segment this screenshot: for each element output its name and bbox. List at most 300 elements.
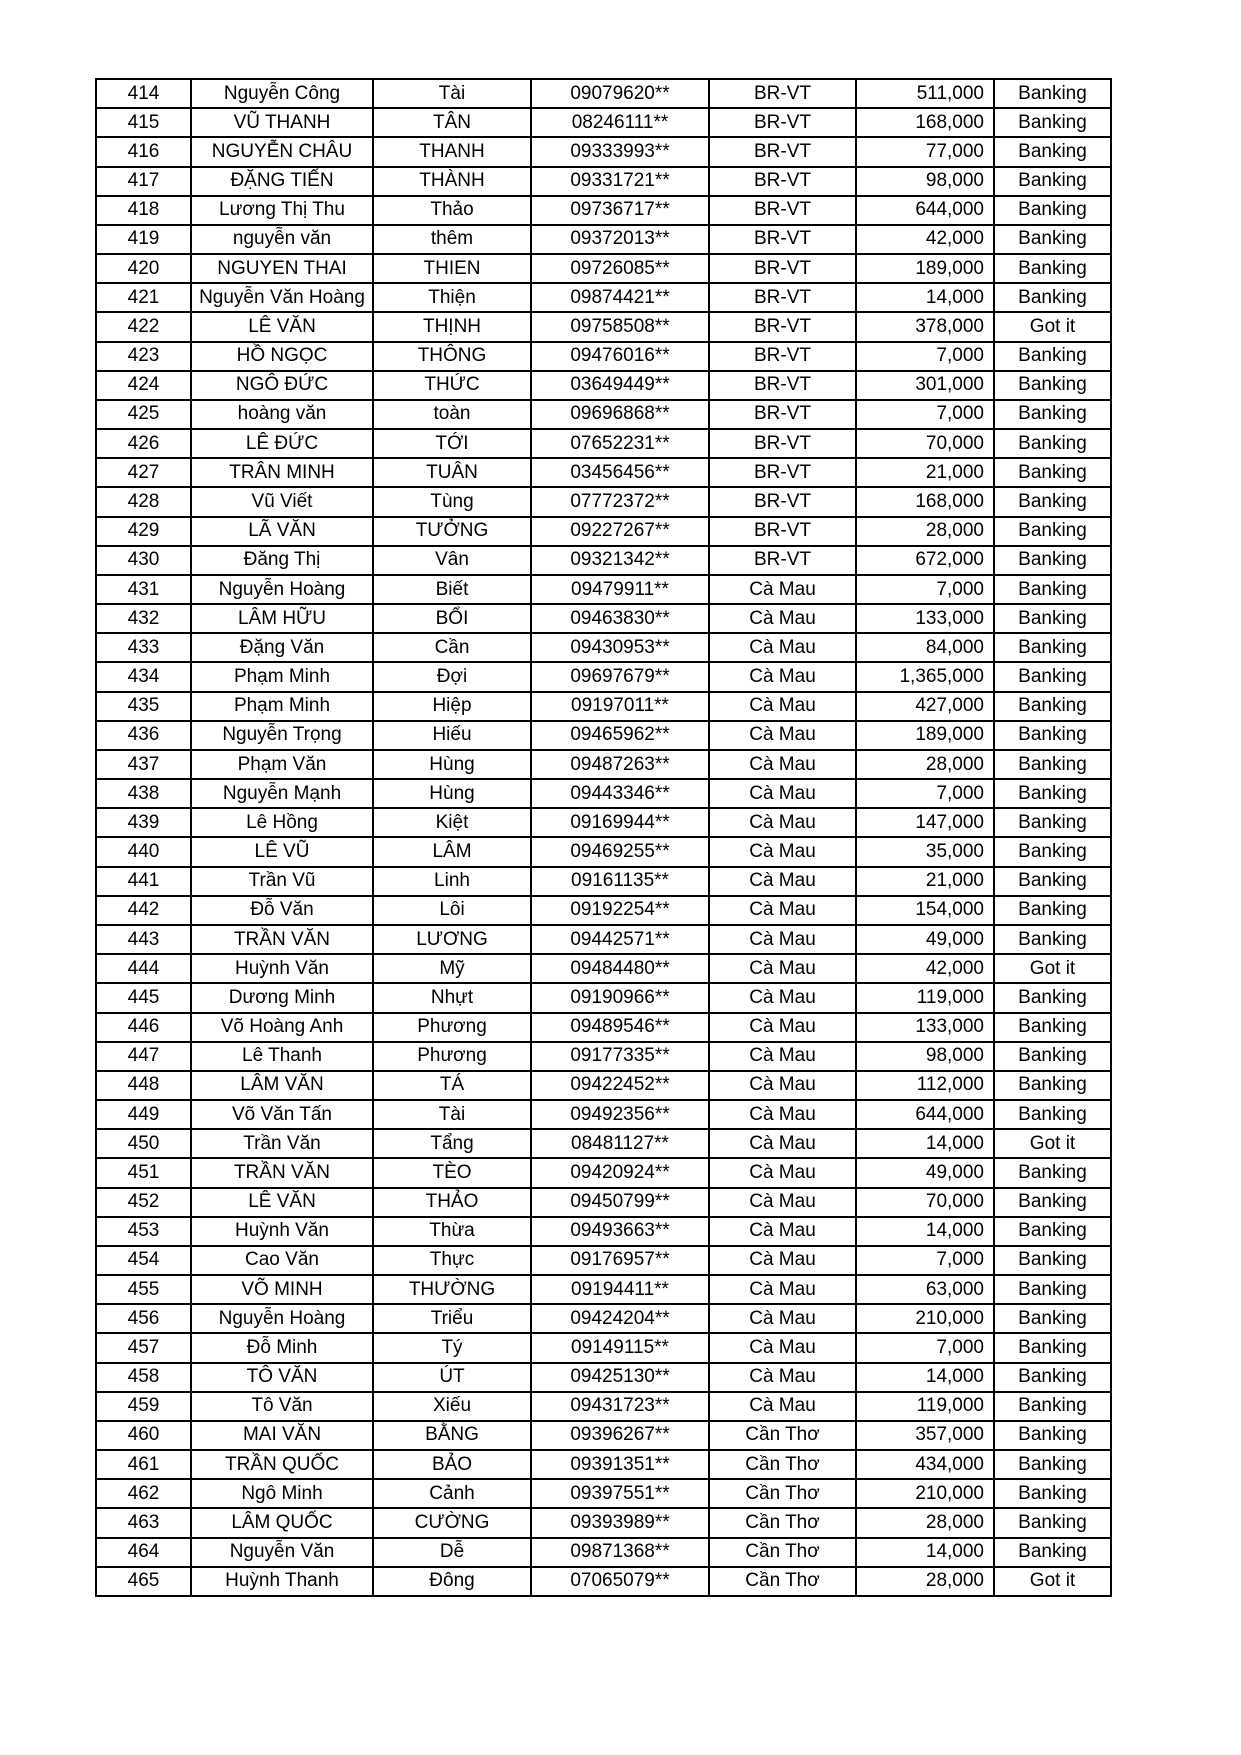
cell-amount: 77,000 <box>856 137 994 166</box>
table-row <box>96 1129 1111 1158</box>
cell-status: Banking <box>994 108 1111 137</box>
cell-phone: 09726085** <box>531 254 709 283</box>
cell-province: BR-VT <box>709 137 856 166</box>
table-row <box>96 633 1111 662</box>
cell-status: Banking <box>994 546 1111 575</box>
cell-amount: 427,000 <box>856 692 994 721</box>
table-row <box>96 312 1111 341</box>
cell-province: BR-VT <box>709 196 856 225</box>
cell-phone: 09079620** <box>531 79 709 108</box>
cell-last-name: Tý <box>373 1333 531 1362</box>
table-row <box>96 1567 1111 1596</box>
cell-province: Cà Mau <box>709 575 856 604</box>
cell-first-name: VŨ THANH <box>191 108 373 137</box>
cell-phone: 09194411** <box>531 1275 709 1304</box>
table-row <box>96 167 1111 196</box>
cell-first-name: Lê Hồng <box>191 808 373 837</box>
cell-amount: 49,000 <box>856 925 994 954</box>
cell-last-name: Tài <box>373 79 531 108</box>
cell-first-name: NGUYỄN CHÂU <box>191 137 373 166</box>
cell-first-name: MAI VĂN <box>191 1421 373 1450</box>
cell-status: Banking <box>994 429 1111 458</box>
cell-phone: 09696868** <box>531 400 709 429</box>
cell-status: Banking <box>994 1188 1111 1217</box>
cell-first-name: Nguyễn Mạnh <box>191 779 373 808</box>
cell-phone: 09397551** <box>531 1479 709 1508</box>
cell-first-name: Dương Minh <box>191 983 373 1012</box>
cell-first-name: Phạm Minh <box>191 692 373 721</box>
cell-phone: 09492356** <box>531 1100 709 1129</box>
cell-no: 437 <box>96 750 191 779</box>
cell-province: BR-VT <box>709 371 856 400</box>
cell-amount: 70,000 <box>856 1188 994 1217</box>
table-row <box>96 400 1111 429</box>
cell-phone: 09469255** <box>531 837 709 866</box>
cell-province: BR-VT <box>709 283 856 312</box>
cell-last-name: TƯỞNG <box>373 517 531 546</box>
cell-phone: 09430953** <box>531 633 709 662</box>
cell-first-name: Tô Văn <box>191 1392 373 1421</box>
cell-last-name: THẢO <box>373 1188 531 1217</box>
cell-status: Banking <box>994 167 1111 196</box>
cell-amount: 14,000 <box>856 1129 994 1158</box>
cell-phone: 09372013** <box>531 225 709 254</box>
cell-last-name: Biết <box>373 575 531 604</box>
cell-last-name: Tùng <box>373 487 531 516</box>
cell-province: Cần Thơ <box>709 1538 856 1567</box>
table-row <box>96 662 1111 691</box>
cell-no: 464 <box>96 1538 191 1567</box>
cell-no: 441 <box>96 867 191 896</box>
cell-last-name: Cần <box>373 633 531 662</box>
cell-status: Banking <box>994 1246 1111 1275</box>
cell-last-name: BẢO <box>373 1450 531 1479</box>
cell-last-name: Hùng <box>373 750 531 779</box>
cell-amount: 14,000 <box>856 1363 994 1392</box>
cell-first-name: Nguyễn Văn <box>191 1538 373 1567</box>
cell-province: Cà Mau <box>709 1100 856 1129</box>
cell-phone: 08481127** <box>531 1129 709 1158</box>
cell-last-name: Phương <box>373 1042 531 1071</box>
cell-phone: 09161135** <box>531 867 709 896</box>
cell-phone: 03456456** <box>531 458 709 487</box>
cell-phone: 09391351** <box>531 1450 709 1479</box>
cell-status: Got it <box>994 954 1111 983</box>
cell-first-name: Nguyễn Trọng <box>191 721 373 750</box>
cell-phone: 09333993** <box>531 137 709 166</box>
cell-amount: 84,000 <box>856 633 994 662</box>
cell-status: Banking <box>994 400 1111 429</box>
cell-status: Got it <box>994 1567 1111 1596</box>
cell-no: 415 <box>96 108 191 137</box>
cell-last-name: Thảo <box>373 196 531 225</box>
cell-amount: 98,000 <box>856 1042 994 1071</box>
cell-first-name: LÊ VĂN <box>191 1188 373 1217</box>
cell-phone: 09331721** <box>531 167 709 196</box>
cell-amount: 7,000 <box>856 1333 994 1362</box>
cell-no: 455 <box>96 1275 191 1304</box>
cell-province: Cà Mau <box>709 954 856 983</box>
cell-no: 418 <box>96 196 191 225</box>
table-row <box>96 1450 1111 1479</box>
table-row <box>96 1188 1111 1217</box>
cell-no: 453 <box>96 1217 191 1246</box>
table-row <box>96 954 1111 983</box>
cell-no: 430 <box>96 546 191 575</box>
cell-last-name: TÈO <box>373 1158 531 1187</box>
cell-no: 422 <box>96 312 191 341</box>
cell-no: 446 <box>96 1013 191 1042</box>
cell-phone: 09465962** <box>531 721 709 750</box>
cell-first-name: LÊ VĂN <box>191 312 373 341</box>
cell-amount: 49,000 <box>856 1158 994 1187</box>
cell-no: 428 <box>96 487 191 516</box>
cell-no: 419 <box>96 225 191 254</box>
cell-first-name: Trần Văn <box>191 1129 373 1158</box>
cell-no: 423 <box>96 342 191 371</box>
cell-last-name: BẰNG <box>373 1421 531 1450</box>
cell-no: 431 <box>96 575 191 604</box>
cell-first-name: TRÂN MINH <box>191 458 373 487</box>
cell-province: Cà Mau <box>709 808 856 837</box>
cell-no: 454 <box>96 1246 191 1275</box>
cell-first-name: LÂM VĂN <box>191 1071 373 1100</box>
cell-first-name: Đỗ Minh <box>191 1333 373 1362</box>
cell-phone: 07772372** <box>531 487 709 516</box>
cell-amount: 42,000 <box>856 954 994 983</box>
cell-no: 440 <box>96 837 191 866</box>
cell-phone: 09443346** <box>531 779 709 808</box>
cell-last-name: Thực <box>373 1246 531 1275</box>
cell-no: 426 <box>96 429 191 458</box>
cell-phone: 09393989** <box>531 1508 709 1537</box>
cell-phone: 09321342** <box>531 546 709 575</box>
cell-last-name: CƯỜNG <box>373 1508 531 1537</box>
cell-first-name: Nguyễn Công <box>191 79 373 108</box>
table-row <box>96 487 1111 516</box>
cell-province: Cần Thơ <box>709 1479 856 1508</box>
cell-status: Banking <box>994 517 1111 546</box>
cell-first-name: Vũ Viết <box>191 487 373 516</box>
cell-first-name: TÔ VĂN <box>191 1363 373 1392</box>
cell-first-name: NGÔ ĐỨC <box>191 371 373 400</box>
cell-amount: 154,000 <box>856 896 994 925</box>
cell-province: Cà Mau <box>709 779 856 808</box>
table-row <box>96 1071 1111 1100</box>
cell-first-name: TRẦN VĂN <box>191 1158 373 1187</box>
cell-amount: 21,000 <box>856 867 994 896</box>
table-row <box>96 1392 1111 1421</box>
cell-last-name: THỨC <box>373 371 531 400</box>
cell-last-name: toàn <box>373 400 531 429</box>
cell-last-name: Phương <box>373 1013 531 1042</box>
cell-first-name: Nguyễn Hoàng <box>191 575 373 604</box>
cell-province: Cà Mau <box>709 633 856 662</box>
cell-status: Banking <box>994 458 1111 487</box>
table-row <box>96 779 1111 808</box>
cell-status: Banking <box>994 721 1111 750</box>
cell-first-name: Phạm Văn <box>191 750 373 779</box>
cell-amount: 147,000 <box>856 808 994 837</box>
cell-phone: 07065079** <box>531 1567 709 1596</box>
cell-phone: 09736717** <box>531 196 709 225</box>
cell-status: Banking <box>994 808 1111 837</box>
cell-no: 434 <box>96 662 191 691</box>
cell-last-name: THANH <box>373 137 531 166</box>
cell-no: 452 <box>96 1188 191 1217</box>
cell-status: Banking <box>994 196 1111 225</box>
cell-first-name: HỒ NGỌC <box>191 342 373 371</box>
table-row <box>96 721 1111 750</box>
cell-amount: 14,000 <box>856 1217 994 1246</box>
cell-status: Banking <box>994 79 1111 108</box>
cell-province: Cần Thơ <box>709 1450 856 1479</box>
table-row <box>96 575 1111 604</box>
cell-no: 425 <box>96 400 191 429</box>
cell-status: Banking <box>994 867 1111 896</box>
cell-phone: 09425130** <box>531 1363 709 1392</box>
cell-amount: 28,000 <box>856 750 994 779</box>
table-row <box>96 546 1111 575</box>
cell-no: 436 <box>96 721 191 750</box>
cell-province: Cà Mau <box>709 867 856 896</box>
cell-amount: 7,000 <box>856 779 994 808</box>
cell-province: Cà Mau <box>709 1013 856 1042</box>
cell-status: Banking <box>994 1421 1111 1450</box>
table-row <box>96 867 1111 896</box>
table-row <box>96 1304 1111 1333</box>
cell-no: 442 <box>96 896 191 925</box>
table-row <box>96 925 1111 954</box>
cell-last-name: Lôi <box>373 896 531 925</box>
cell-first-name: Võ Hoàng Anh <box>191 1013 373 1042</box>
cell-first-name: nguyễn văn <box>191 225 373 254</box>
cell-last-name: Dễ <box>373 1538 531 1567</box>
cell-amount: 63,000 <box>856 1275 994 1304</box>
cell-province: BR-VT <box>709 108 856 137</box>
table-body <box>96 79 1111 1596</box>
table-row <box>96 1275 1111 1304</box>
cell-amount: 112,000 <box>856 1071 994 1100</box>
cell-status: Banking <box>994 1392 1111 1421</box>
cell-last-name: Xiếu <box>373 1392 531 1421</box>
cell-province: Cà Mau <box>709 983 856 1012</box>
cell-last-name: Nhựt <box>373 983 531 1012</box>
cell-status: Banking <box>994 1304 1111 1333</box>
cell-amount: 7,000 <box>856 1246 994 1275</box>
cell-first-name: NGUYEN THAI <box>191 254 373 283</box>
table-row <box>96 1333 1111 1362</box>
cell-first-name: Nguyễn Hoàng <box>191 1304 373 1333</box>
cell-status: Banking <box>994 225 1111 254</box>
cell-province: Cà Mau <box>709 1333 856 1362</box>
cell-no: 444 <box>96 954 191 983</box>
cell-no: 450 <box>96 1129 191 1158</box>
cell-no: 427 <box>96 458 191 487</box>
cell-phone: 09476016** <box>531 342 709 371</box>
cell-amount: 378,000 <box>856 312 994 341</box>
cell-status: Banking <box>994 692 1111 721</box>
cell-phone: 09177335** <box>531 1042 709 1071</box>
cell-amount: 28,000 <box>856 1508 994 1537</box>
table-row <box>96 79 1111 108</box>
cell-no: 429 <box>96 517 191 546</box>
table-row <box>96 429 1111 458</box>
table-row <box>96 137 1111 166</box>
cell-province: Cà Mau <box>709 925 856 954</box>
cell-province: Cần Thơ <box>709 1567 856 1596</box>
cell-first-name: Cao Văn <box>191 1246 373 1275</box>
cell-no: 458 <box>96 1363 191 1392</box>
cell-province: Cà Mau <box>709 721 856 750</box>
cell-status: Banking <box>994 633 1111 662</box>
table-row <box>96 1042 1111 1071</box>
cell-phone: 09420924** <box>531 1158 709 1187</box>
cell-amount: 28,000 <box>856 517 994 546</box>
cell-province: BR-VT <box>709 225 856 254</box>
beneficiary-table <box>95 78 1112 1597</box>
cell-first-name: LÂM QUỐC <box>191 1508 373 1537</box>
cell-last-name: Triểu <box>373 1304 531 1333</box>
cell-amount: 7,000 <box>856 342 994 371</box>
cell-first-name: TRẦN VĂN <box>191 925 373 954</box>
cell-last-name: Tài <box>373 1100 531 1129</box>
table-row <box>96 983 1111 1012</box>
table-row <box>96 196 1111 225</box>
cell-status: Banking <box>994 925 1111 954</box>
cell-amount: 14,000 <box>856 1538 994 1567</box>
cell-no: 421 <box>96 283 191 312</box>
cell-province: BR-VT <box>709 517 856 546</box>
table-row <box>96 1158 1111 1187</box>
cell-phone: 09396267** <box>531 1421 709 1450</box>
cell-phone: 09227267** <box>531 517 709 546</box>
cell-status: Banking <box>994 983 1111 1012</box>
cell-amount: 119,000 <box>856 983 994 1012</box>
cell-last-name: Đợi <box>373 662 531 691</box>
cell-first-name: LÂM HỮU <box>191 604 373 633</box>
cell-province: Cà Mau <box>709 1158 856 1187</box>
cell-phone: 09487263** <box>531 750 709 779</box>
cell-phone: 09463830** <box>531 604 709 633</box>
cell-phone: 09450799** <box>531 1188 709 1217</box>
table-row <box>96 1246 1111 1275</box>
cell-last-name: LÂM <box>373 837 531 866</box>
cell-phone: 09422452** <box>531 1071 709 1100</box>
cell-amount: 133,000 <box>856 1013 994 1042</box>
cell-first-name: Huỳnh Văn <box>191 1217 373 1246</box>
cell-first-name: LÃ VĂN <box>191 517 373 546</box>
cell-province: Cà Mau <box>709 1275 856 1304</box>
cell-first-name: Đỗ Văn <box>191 896 373 925</box>
cell-amount: 119,000 <box>856 1392 994 1421</box>
cell-status: Banking <box>994 1333 1111 1362</box>
cell-no: 420 <box>96 254 191 283</box>
cell-last-name: TÁ <box>373 1071 531 1100</box>
cell-last-name: Hùng <box>373 779 531 808</box>
cell-status: Banking <box>994 1363 1111 1392</box>
cell-amount: 98,000 <box>856 167 994 196</box>
cell-first-name: Phạm Minh <box>191 662 373 691</box>
cell-province: Cà Mau <box>709 1129 856 1158</box>
cell-first-name: TRẦN QUỐC <box>191 1450 373 1479</box>
cell-status: Banking <box>994 662 1111 691</box>
cell-status: Banking <box>994 837 1111 866</box>
cell-province: Cà Mau <box>709 750 856 779</box>
cell-last-name: THIEN <box>373 254 531 283</box>
cell-status: Banking <box>994 1042 1111 1071</box>
cell-amount: 7,000 <box>856 400 994 429</box>
cell-status: Banking <box>994 1013 1111 1042</box>
cell-amount: 70,000 <box>856 429 994 458</box>
cell-phone: 09874421** <box>531 283 709 312</box>
cell-no: 435 <box>96 692 191 721</box>
table-row <box>96 1013 1111 1042</box>
cell-no: 417 <box>96 167 191 196</box>
cell-amount: 189,000 <box>856 721 994 750</box>
cell-last-name: Thừa <box>373 1217 531 1246</box>
cell-province: BR-VT <box>709 458 856 487</box>
cell-first-name: LÊ VŨ <box>191 837 373 866</box>
cell-first-name: Huỳnh Văn <box>191 954 373 983</box>
table-row <box>96 808 1111 837</box>
cell-province: Cà Mau <box>709 837 856 866</box>
cell-status: Banking <box>994 750 1111 779</box>
cell-phone: 09479911** <box>531 575 709 604</box>
cell-last-name: THƯỜNG <box>373 1275 531 1304</box>
cell-province: Cà Mau <box>709 692 856 721</box>
table-row <box>96 254 1111 283</box>
cell-phone: 03649449** <box>531 371 709 400</box>
cell-phone: 09758508** <box>531 312 709 341</box>
cell-status: Banking <box>994 604 1111 633</box>
cell-amount: 21,000 <box>856 458 994 487</box>
table-row <box>96 1421 1111 1450</box>
cell-no: 424 <box>96 371 191 400</box>
cell-province: Cà Mau <box>709 1392 856 1421</box>
cell-province: Cà Mau <box>709 1042 856 1071</box>
cell-amount: 14,000 <box>856 283 994 312</box>
cell-amount: 434,000 <box>856 1450 994 1479</box>
cell-first-name: Lê Thanh <box>191 1042 373 1071</box>
cell-province: BR-VT <box>709 400 856 429</box>
cell-first-name: Lương Thị Thu <box>191 196 373 225</box>
cell-phone: 09431723** <box>531 1392 709 1421</box>
table-row <box>96 1479 1111 1508</box>
cell-first-name: hoàng văn <box>191 400 373 429</box>
cell-no: 449 <box>96 1100 191 1129</box>
cell-amount: 28,000 <box>856 1567 994 1596</box>
cell-status: Banking <box>994 487 1111 516</box>
table-row <box>96 837 1111 866</box>
cell-phone: 07652231** <box>531 429 709 458</box>
cell-first-name: Huỳnh Thanh <box>191 1567 373 1596</box>
cell-phone: 08246111** <box>531 108 709 137</box>
table-row <box>96 225 1111 254</box>
cell-phone: 09149115** <box>531 1333 709 1362</box>
cell-province: BR-VT <box>709 342 856 371</box>
cell-amount: 168,000 <box>856 108 994 137</box>
cell-no: 463 <box>96 1508 191 1537</box>
cell-province: BR-VT <box>709 254 856 283</box>
cell-amount: 644,000 <box>856 1100 994 1129</box>
table-row <box>96 283 1111 312</box>
cell-no: 439 <box>96 808 191 837</box>
cell-amount: 210,000 <box>856 1479 994 1508</box>
cell-last-name: THÀNH <box>373 167 531 196</box>
cell-first-name: LÊ ĐỨC <box>191 429 373 458</box>
cell-last-name: Thiện <box>373 283 531 312</box>
